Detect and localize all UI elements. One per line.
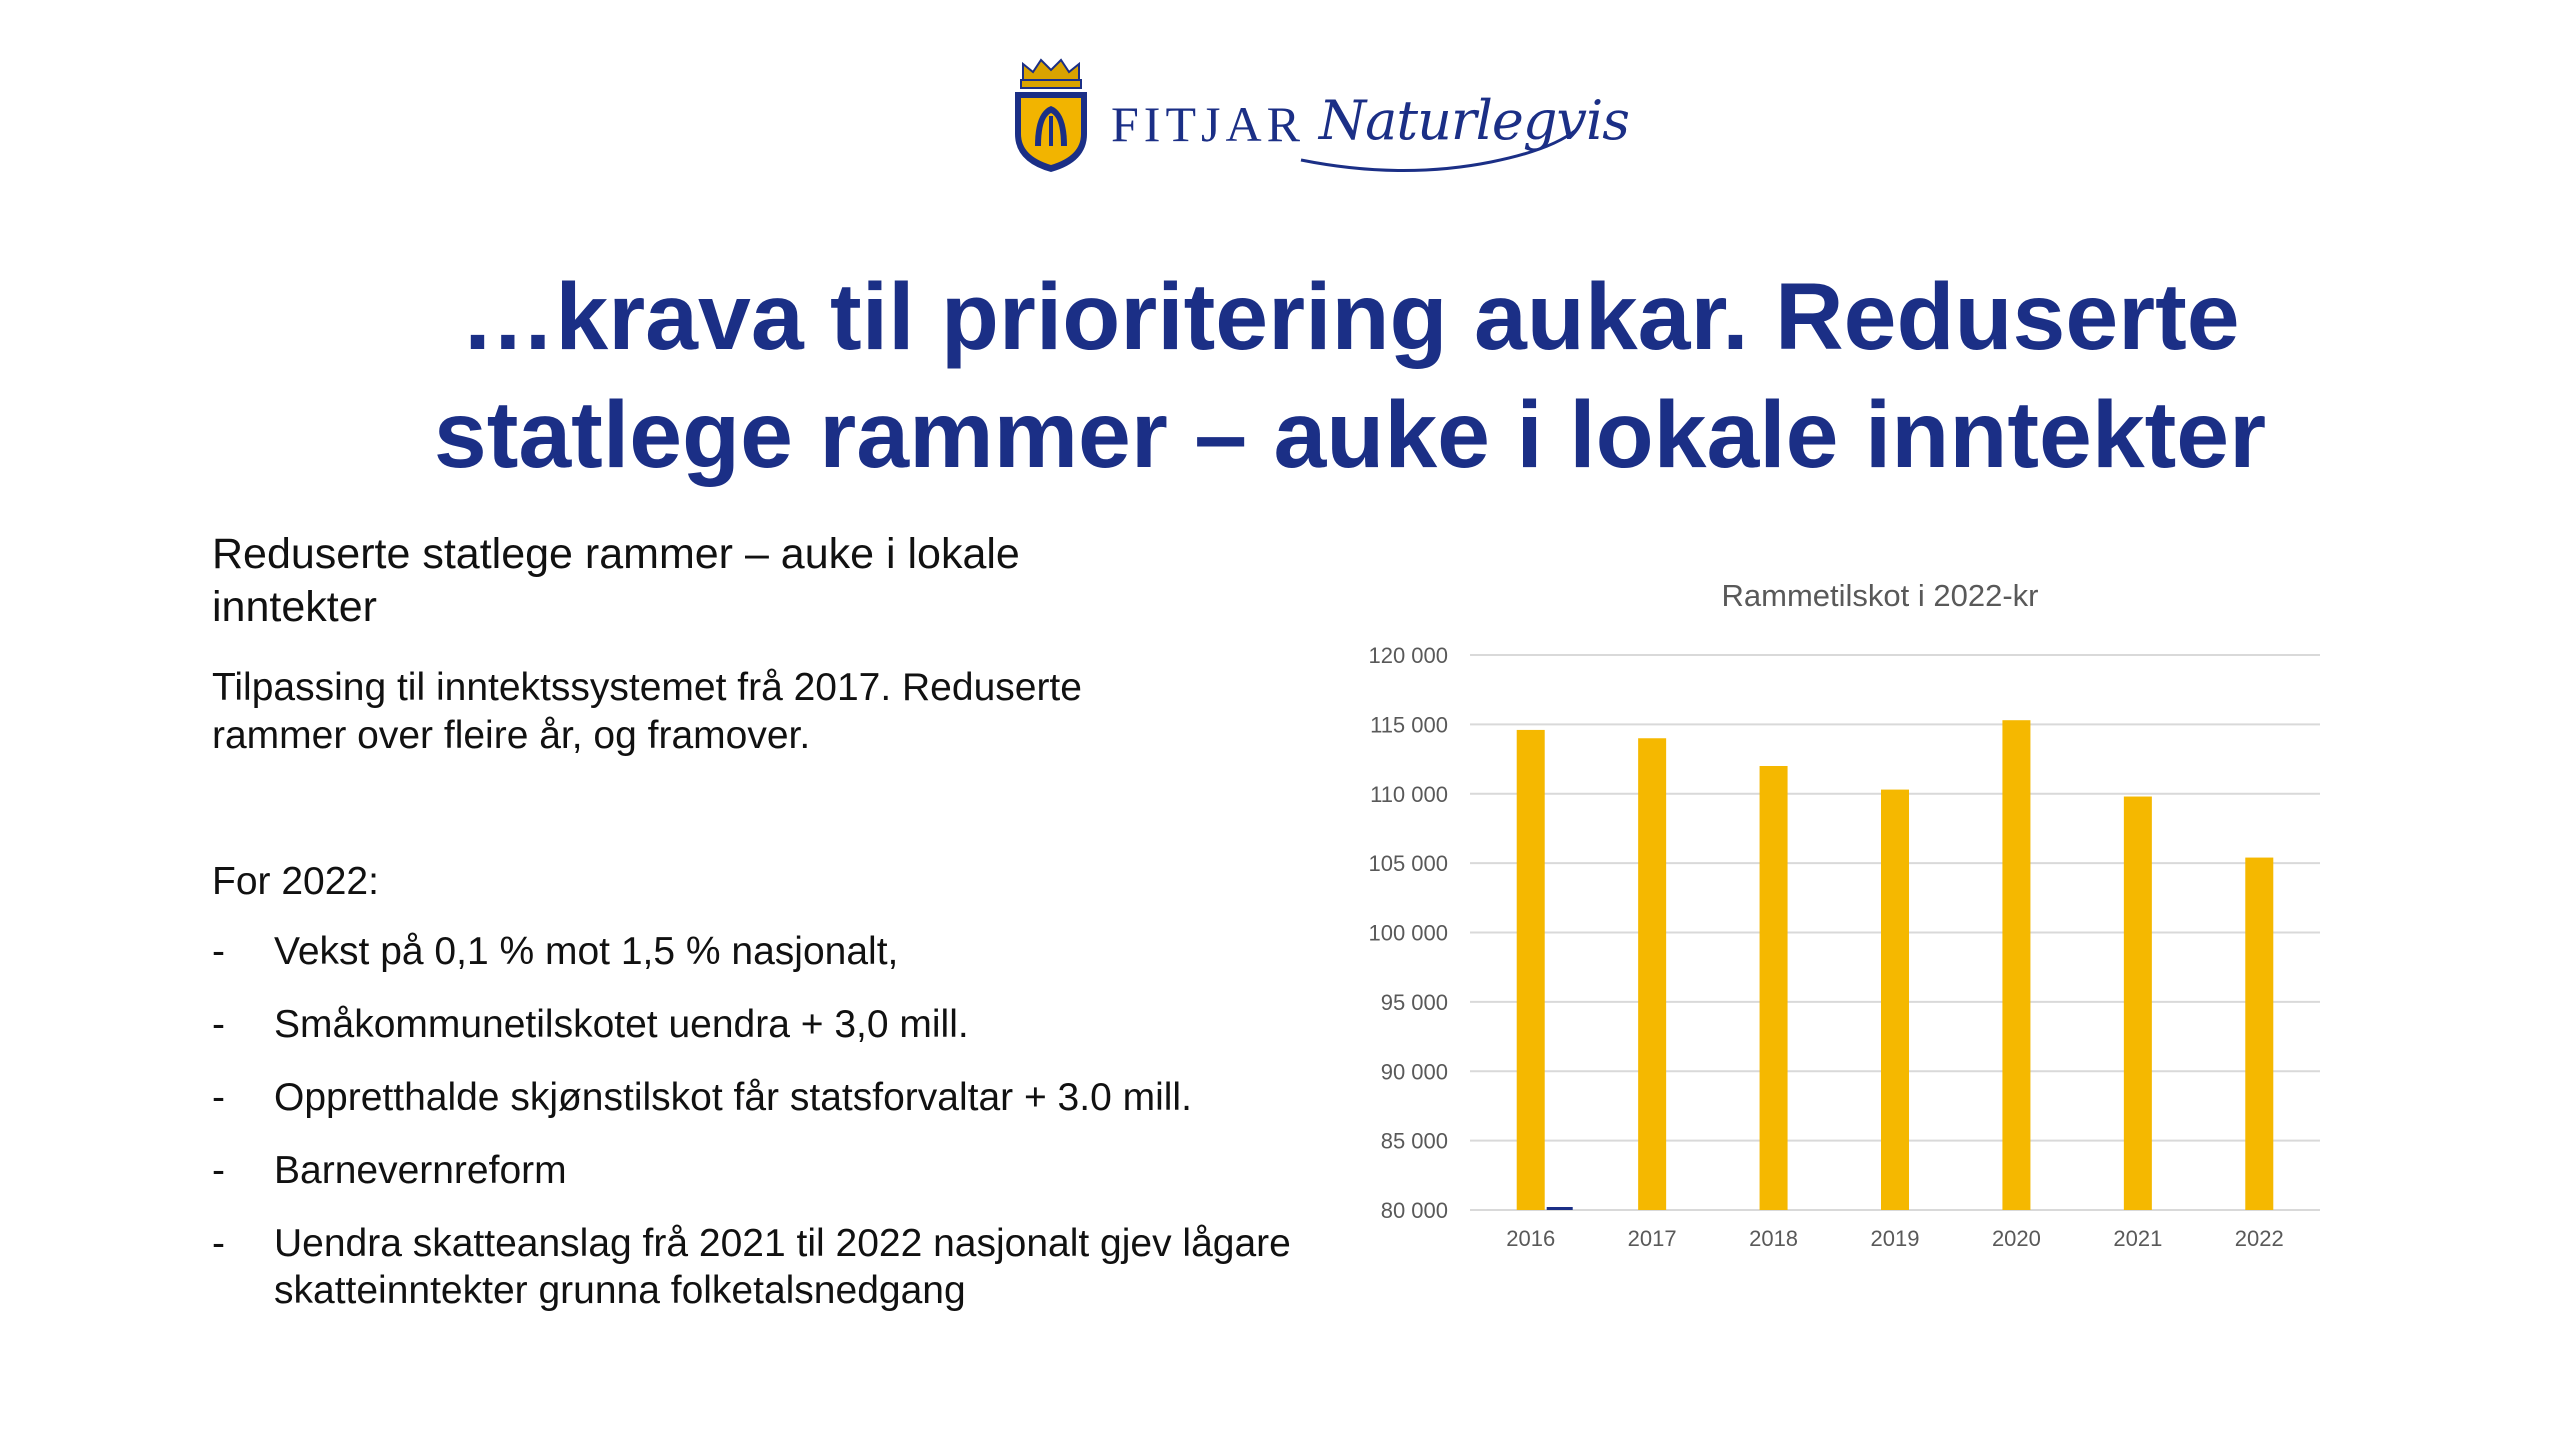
subheading-line-2: inntekter [212, 583, 377, 631]
bullet-dash: - [212, 930, 225, 973]
logo [1005, 52, 1629, 177]
chart-svg [1320, 570, 2340, 1270]
bullet-list [212, 928, 1362, 1340]
bar-2017 [1638, 738, 1666, 1210]
y-tick-label: 90 000 [1380, 1059, 1448, 1085]
x-tick-label: 2022 [2234, 1226, 2284, 1251]
bar-2016 [1517, 730, 1545, 1210]
swoosh-icon [1291, 110, 1581, 180]
left-text-column [212, 528, 1332, 760]
list-item [212, 928, 1362, 975]
coat-of-arms-icon [1005, 54, 1097, 176]
bar-2021 [2124, 797, 2152, 1210]
bar-chart [1320, 570, 2340, 1270]
y-tick-label: 105 000 [1368, 851, 1448, 877]
chart-title: Rammetilskot i 2022-kr [1721, 578, 2039, 613]
logo-tagline: Naturlegvis [1318, 89, 1629, 152]
subheading [212, 528, 1332, 634]
intro-line-1: Tilpassing til inntektssystemet frå 2017. Reduserte [212, 666, 1082, 709]
y-tick-label: 80 000 [1380, 1198, 1448, 1223]
x-tick-label: 2020 [1991, 1226, 2041, 1251]
list-item [212, 1147, 1362, 1194]
y-tick-label: 100 000 [1368, 920, 1448, 946]
bullet-text: Uendra skatteanslag frå 2021 til 2022 nasjonalt gjev lågare skatteinntekter grunna folketalsnedgang [274, 1222, 1291, 1312]
x-tick-label: 2018 [1749, 1226, 1799, 1251]
bullet-text: Vekst på 0,1 % mot 1,5 % nasjonalt, [274, 930, 899, 973]
intro-text [212, 664, 1332, 760]
list-item [212, 1074, 1362, 1121]
y-tick-label: 115 000 [1370, 712, 1448, 738]
secondary-bar-2016 [1547, 1207, 1573, 1210]
title-line-1: …krava til prioritering aukar. Reduserte [460, 264, 2240, 370]
x-tick-label: 2021 [2113, 1226, 2163, 1251]
for-2022-label: For 2022: [212, 860, 379, 903]
bullet-text: Oppretthalde skjønstilskot får statsforvaltar + 3.0 mill. [274, 1076, 1192, 1119]
list-item [212, 1001, 1362, 1048]
subheading-line-1: Reduserte statlege rammer – auke i lokale [212, 530, 1020, 578]
logo-wordmark: FITJAR [1111, 95, 1305, 152]
bar-2020 [2002, 720, 2030, 1210]
x-tick-label: 2017 [1627, 1226, 1677, 1251]
bar-2022 [2245, 858, 2273, 1210]
bullet-text: Småkommunetilskotet uendra + 3,0 mill. [274, 1003, 969, 1046]
bullet-dash: - [212, 1222, 225, 1265]
y-tick-label: 85 000 [1380, 1128, 1448, 1154]
bullet-dash: - [212, 1003, 225, 1046]
title-line-2: statlege rammer – auke i lokale inntekter [433, 382, 2267, 488]
x-tick-label: 2019 [1870, 1226, 1920, 1251]
bar-2019 [1881, 790, 1909, 1210]
bullet-dash: - [212, 1149, 225, 1192]
y-axis-tick-labels [1368, 643, 1448, 1223]
y-tick-label: 110 000 [1370, 781, 1448, 807]
page-title [300, 258, 2400, 494]
intro-line-2: rammer over fleire år, og framover. [212, 714, 811, 757]
list-item [212, 1220, 1362, 1314]
bullet-dash: - [212, 1076, 225, 1119]
x-axis-tick-labels [1506, 1226, 2284, 1251]
y-tick-label: 120 000 [1368, 643, 1448, 668]
y-tick-label: 95 000 [1380, 989, 1448, 1015]
bar-2018 [1760, 766, 1788, 1210]
bullet-text: Barnevernreform [274, 1149, 567, 1192]
x-tick-label: 2016 [1506, 1226, 1556, 1251]
